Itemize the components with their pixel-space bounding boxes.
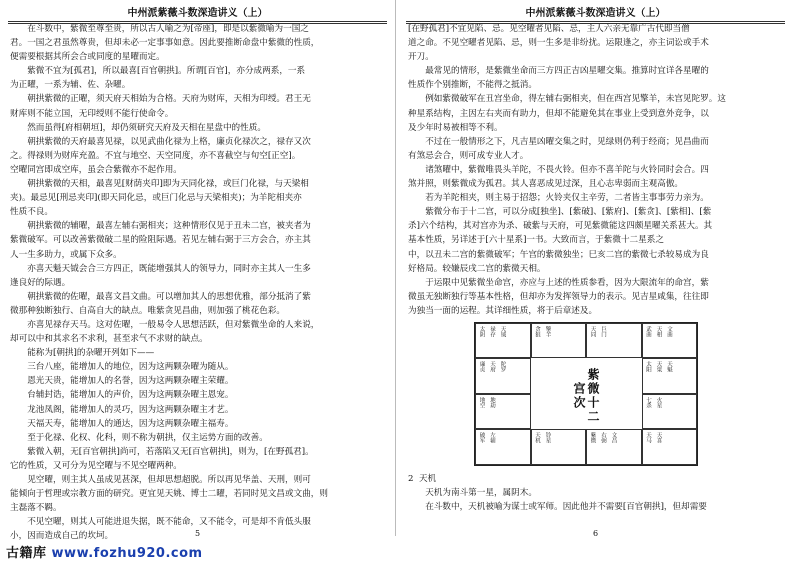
- text-line: 微虽无独断独行等基本性格，但却亦为发挥领导力的表示。见吉星咸集，往往即: [408, 291, 709, 302]
- palace-cell: [531, 323, 587, 359]
- text-line: 人一生多助力，或属下众多。: [10, 249, 122, 260]
- palace-cell: [475, 358, 531, 394]
- text-line: 能称为[朝拱]的杂曜开列如下——: [27, 348, 155, 359]
- palace-star: 地空: [478, 396, 485, 408]
- text-line: 之。得禄则为财库充盈。不宜与地空、天空同度，亦不喜截空与旬空[正空]。: [10, 150, 301, 161]
- palace-star: 右弼: [600, 432, 606, 444]
- section-heading: [408, 472, 785, 486]
- text-line: 若为羊陀相夹，则主易于招怨；火铃夹仅主辛劳，二者皆主事事劳力亲为。: [425, 193, 709, 204]
- palace-star: 天机: [534, 432, 540, 444]
- text-line: 三台八座，能增加人的地位，因为这两颗杂曜为随从。: [27, 362, 234, 373]
- text-line: 不过在一般情形之下，凡吉星凶曜交集之时，见绿则仍利于经商；见昌曲而: [425, 136, 709, 147]
- palace-star: 天钺: [499, 325, 506, 337]
- text-line: [在野孤君]不宜见陷、忌。见空曜者见陷、忌，主人六亲无靠广古代即当僧: [408, 24, 690, 34]
- text-line: 好格局。较嫌辰戌二宫的紫微天相。: [408, 263, 546, 274]
- text-line: 却可以中和其求名不求利，甚至求气不求财的缺点。: [10, 334, 208, 345]
- page-header: 中州派紫薇斗数深造讲义（上）: [8, 4, 387, 22]
- text-line: 至于化禄、化权、化科，则不称为朝拱，仅主运势方面的改善。: [27, 432, 268, 443]
- palace-star: 太阴: [478, 325, 485, 337]
- text-line: 见空曜，则主其人虽成见甚深，但却思想超脱。所以再见华盖、天刑，则可: [27, 475, 311, 485]
- left-page: [0, 0, 396, 542]
- text-line: 君。一国之君虽然尊贵，但却未必一定事事如意。因此要推断命盘中紫微的性质，: [10, 38, 320, 49]
- text-line: 能倾向于哲理或宗教方面的研究。更宜见天姚、博士二曜，若同时见文昌或文曲，则: [10, 489, 328, 500]
- text-line: 朝拱紫微的佐曜，最喜文昌文曲。可以增加其人的思想优雅，部分抵消了紫: [27, 291, 311, 302]
- text-line: 开刀。: [408, 52, 434, 63]
- text-line: 朝拱紫微的正曜，须天府天相始为合格。天府为财库，天相为印绶。君王无: [27, 94, 311, 105]
- text-line: 主磊落不羁。: [10, 503, 62, 514]
- text-line: 台辅封诰，能增加人的声价，因为这两颗杂曜主恩宠。: [27, 390, 234, 401]
- watermark-footer: [0, 538, 793, 561]
- palace-star: 文曲: [666, 325, 672, 337]
- text-line: 龙池凤阁，能增加人的灵巧，因为这两颗杂曜主才艺。: [27, 404, 234, 415]
- right-text-bottom: [408, 486, 785, 514]
- text-line: 种星系结构，主因左右夹而有助力，但却不能避免其在事业上受到意外竞争，以: [408, 108, 709, 119]
- palace-star: 禄存: [489, 325, 495, 337]
- section-title: 天机: [418, 473, 437, 484]
- site-url[interactable]: www.fozhu920.com: [51, 546, 203, 561]
- text-line: 在斗数中，紫微至尊至贵，所以古人喻之为[帝座]，即是以紫微喻为一国之: [27, 24, 309, 34]
- text-line: 微那种独断独行、自高自大的缺点。唯紫贪见昌曲，则加强了桃花色彩。: [10, 305, 286, 316]
- text-line: 诸煞曜中，紫微唯畏头羊陀，不畏火铃。但亦不喜羊陀与火铃同时会合。四: [425, 164, 709, 175]
- text-line: 小，因而造成自己的坎坷。: [10, 531, 114, 542]
- palace-star: 武曲: [645, 325, 651, 337]
- palace-star: 巨门: [600, 325, 606, 337]
- palace-star: 文昌: [610, 432, 617, 444]
- text-line: 空曜同宫即成空库，虽会合紫微亦不起作用。: [10, 164, 182, 175]
- text-line: 为独当一面的运程。其详细性质，将于后章述及。: [408, 305, 598, 316]
- palace-star: 火星: [655, 396, 662, 408]
- text-line: 杀]六个结构，其对宫亦为杀、破紫与天府，可见紫微能这四颇星曜关系甚大。其: [408, 221, 713, 232]
- text-line: 朝拱紫微的辅曜，最喜左辅右弼相夹；这种情形仅见于丑未二宫，被夹者为: [27, 221, 311, 232]
- palace-star: 天梁: [655, 361, 662, 373]
- text-line: 紫微破军。可以改善紫微破二星的险阻际遇。若见左辅右弼于三方会合，亦主其: [10, 235, 311, 246]
- text-line: 于运限中见紫微坐命宫，亦应与上述的性质参看，因为大限流年的命宫，紫: [425, 277, 709, 288]
- palace-cell: [586, 429, 642, 465]
- text-line: 天机为南斗第一星，属阴木。: [425, 488, 537, 499]
- text-line: 天福天寿，能增加人的通达，因为这两颗杂曜主福寿。: [27, 418, 234, 429]
- palace-star: 天相: [655, 325, 662, 337]
- right-page: [398, 0, 793, 536]
- text-line: 及少年时易被相等不利。: [408, 122, 503, 133]
- text-line: 便需要根据其所会合或同度的星曜而定。: [10, 52, 165, 63]
- text-line: 最常见的情形，是紫微坐命而三方四正吉凶星曜交集。推算时宜详各星曜的: [425, 66, 709, 77]
- text-line: 它的性质，又可分为见空曜与不见空曜两种。: [10, 460, 182, 471]
- text-line: 紫微分布于十二宫，可以分成[独坐]、[紫破]、[紫府]、[紫贪]、[紫相]、[紫: [425, 207, 712, 218]
- palace-cell: [642, 323, 698, 359]
- text-line: 亦喜见禄存天马。这对佐曜，一般易令人思想活跃，但对紫微坐命的人来说，: [27, 319, 320, 330]
- palace-cell: [475, 429, 531, 465]
- page-header: 中州派紫薇斗数深造讲义（上）: [406, 4, 785, 22]
- palace-cell: [475, 394, 531, 430]
- palace-cell: [475, 323, 531, 359]
- palace-star: 天喜: [655, 432, 662, 444]
- text-line: 然而虽得[府相朝垣]，却仍须研究天府及天相在星盘中的性质。: [27, 122, 266, 133]
- palace-star: 破军: [478, 432, 485, 444]
- palace-star: 左辅: [489, 432, 495, 444]
- right-text-top: [408, 22, 785, 318]
- page-number: 5: [194, 529, 201, 538]
- right-page-body: [408, 22, 785, 514]
- palace-star: 擎羊: [544, 325, 551, 337]
- text-line: 性质不良。: [10, 207, 53, 218]
- text-line: 道之命。不见空曜者见陷、忌，则一生多是非纷扰。运限逢之，亦主词讼或手术: [408, 38, 709, 49]
- text-line: 例如紫微破军在丑宫坐命，得左辅右弼相夹，但在西宫见擎羊，未宫见陀罗。这: [425, 94, 726, 105]
- text-line: 紫微不宜为[孤君]，所以最喜[百官朝拱]。所谓[百官]，亦分成两系，一系: [27, 66, 306, 77]
- text-line: 亦喜天魁天钺会合三方四正，既能增强其人的领导力，同时亦主其人一生多: [27, 263, 311, 274]
- text-line: 夹)。最忌见[刑忌夹印](即天同化忌，或巨门化忌与天梁相夹)；为羊陀相夹亦: [10, 193, 302, 204]
- palace-cell: [642, 429, 698, 465]
- palace-cell: [531, 429, 587, 465]
- palace-star: 紫微: [589, 432, 596, 444]
- text-line: 有煞忌会合，则可成专业人才。: [408, 150, 529, 161]
- text-line: 基本性质，另详述于[六十星系]一书。大致而言，于紫微十二星系之: [408, 235, 664, 246]
- left-page-body: [10, 22, 387, 543]
- page-number: 6: [592, 529, 599, 538]
- site-brand: 古籍库: [6, 546, 47, 561]
- text-line: 性质作个别推断，不能得之抵消。: [408, 80, 537, 91]
- chart-center: [531, 359, 641, 429]
- text-line: 为正曜，一系为辅、佐、杂曜。: [10, 80, 131, 91]
- chart-center-title: 紫微十二宫次: [572, 367, 600, 424]
- palace-star: 太阳: [645, 361, 651, 373]
- ziwei-chart: [474, 322, 698, 466]
- palace-cell: [586, 323, 642, 359]
- text-line: 不见空曜，则其人可能进退失据，既不能命，又不能令，可是却不肯低头服: [27, 517, 311, 528]
- text-line: 煞并照，则紫微成为孤君。其人喜恶成见过深，且心志卑弱而主观高傲。: [408, 179, 684, 190]
- palace-star: 天马: [645, 432, 651, 444]
- palace-star: 七杀: [645, 396, 651, 408]
- palace-cell: [642, 358, 698, 394]
- palace-star: 陀罗: [499, 361, 506, 373]
- text-line: 中，以丑未二宫的紫微破军；午宫的紫微独坐；巳亥二宫的紫微七杀较易成为良: [408, 249, 709, 260]
- palace-star: 天魁: [666, 361, 672, 373]
- palace-star: 贪狼: [534, 325, 540, 337]
- text-line: 朝拱紫微的天相，最喜见[财荫夹印]即为天同化禄，或巨门化禄，与天梁相: [27, 179, 309, 190]
- palace-star: 天同: [589, 325, 596, 337]
- palace-star: 天府: [489, 361, 495, 373]
- palace-star: 廉贞: [478, 361, 485, 373]
- text-line: 逢良好的际遇。: [10, 277, 71, 288]
- text-line: 财库则不能立国，无印绶则不能行使命令。: [10, 108, 174, 119]
- site-watermark[interactable]: [6, 542, 203, 561]
- text-line: 紫微入朝，无[百官朝拱]尚可，若落陷又无[百官朝拱]，则为，[在野孤君]。: [27, 446, 314, 457]
- text-line: 朝拱紫微的天府最喜见禄，以见武曲化禄为上格，廉贞化禄次之，禄存又次: [27, 136, 311, 147]
- text-line: 恩光天贵，能增加人的名誉，因为这两颗杂曜主荣耀。: [27, 376, 234, 387]
- text-line: 在斗数中，天机被喻为谋士或军师。因此他并不需要[百官朝拱]，但却需要: [425, 502, 707, 513]
- palace-star: 地劫: [489, 396, 495, 408]
- section-number: 2: [408, 473, 414, 484]
- palace-cell: [642, 394, 698, 430]
- palace-star: 铃星: [544, 432, 551, 444]
